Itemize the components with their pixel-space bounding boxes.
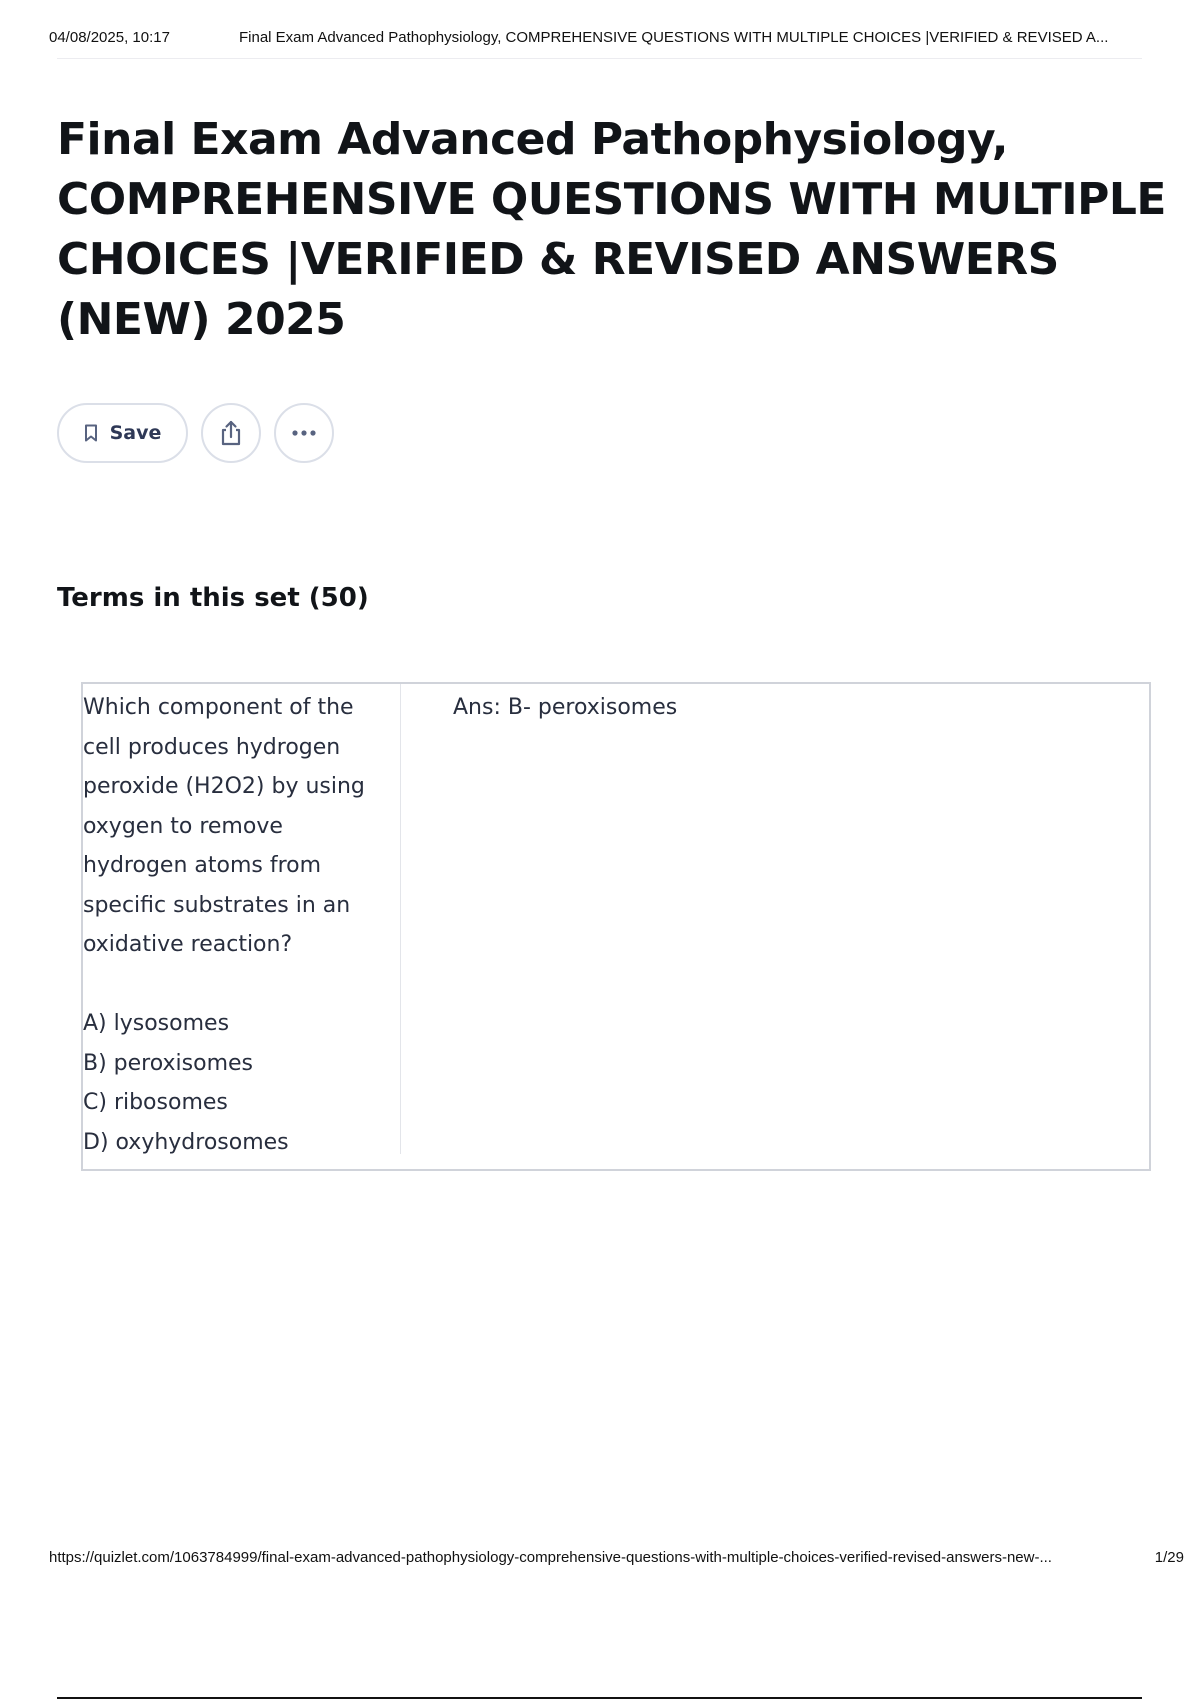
page-title: Final Exam Advanced Pathophysiology, COMPREHENSIVE QUESTIONS WITH MULTIPLE CHOICES |VERIFIED & REVISED ANSWERS (NEW) 2025 <box>57 114 1166 345</box>
print-footer <box>49 1549 1184 1571</box>
save-button[interactable] <box>57 403 188 463</box>
term-question: Which component of the cell produces hydrogen peroxide (H2O2) by using oxygen to remove hydrogen atoms from specific substrates in an oxidative reaction? A) lysosomes B) peroxisomes C) ribosomes D) oxyhydrosomes <box>83 684 401 1154</box>
term-card <box>81 682 1151 1171</box>
action-bar <box>57 403 334 463</box>
print-url: https://quizlet.com/1063784999/final-exam-advanced-pathophysiology-comprehensive-questions-with-multiple-choices-verified-revised-answers-new-... <box>49 1549 1052 1566</box>
page-indicator: 1/29 <box>1154 1549 1184 1566</box>
share-button[interactable] <box>201 403 261 463</box>
term-answer: Ans: B- peroxisomes <box>453 695 678 720</box>
header-divider <box>57 58 1142 59</box>
terms-heading: Terms in this set (50) <box>57 583 369 613</box>
bottom-divider <box>57 1697 1142 1699</box>
share-icon <box>218 419 244 447</box>
bookmark-icon <box>84 424 98 442</box>
print-document-title: Final Exam Advanced Pathophysiology, COMPREHENSIVE QUESTIONS WITH MULTIPLE CHOICES |VERIFIED & REVISED A... <box>239 29 1109 46</box>
save-button-label: Save <box>109 422 162 444</box>
more-options-button[interactable] <box>274 403 334 463</box>
print-datetime: 04/08/2025, 10:17 <box>49 29 170 46</box>
print-header <box>49 29 1174 51</box>
more-horizontal-icon <box>291 429 317 437</box>
